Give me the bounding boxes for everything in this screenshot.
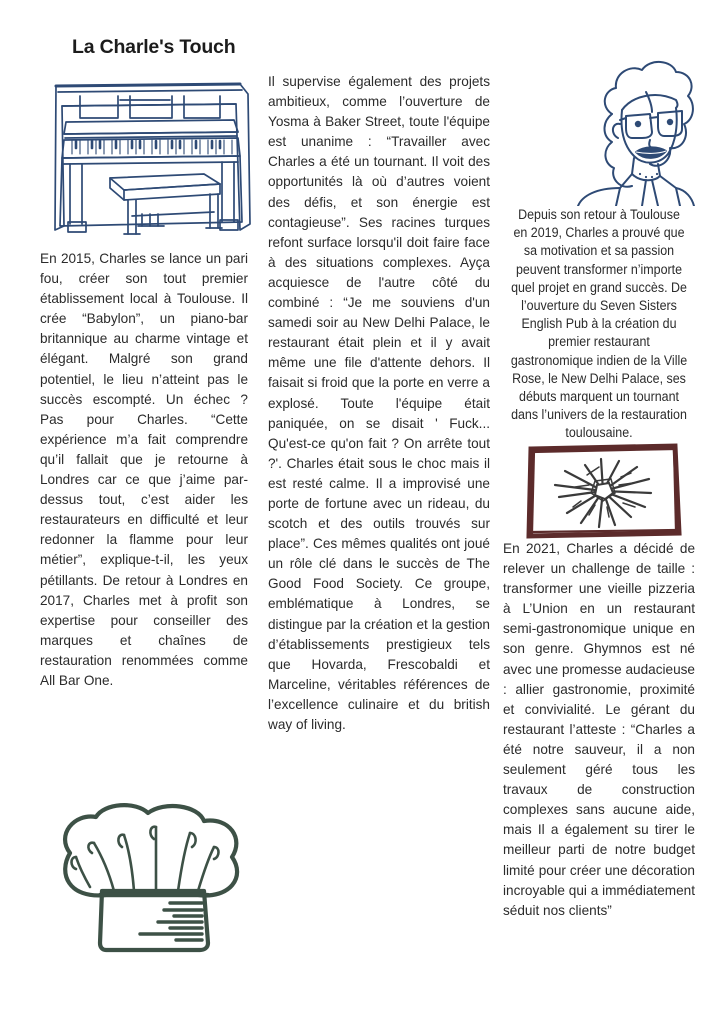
portrait-illustration [500,58,696,206]
middle-column-paragraph: Il supervise également des projets ambitieux, comme l’ouverture de Yosma à Baker Street, toute l'équipe est unanime : “Travailler avec Charles a été un tournant. Il voit des opportunités là où d’autres voient des défis, et son énergie est contagieuse”. Ses racines turques refont surface lorsqu'il doit faire face à des situations complexes. Ayça acquiesce de l'autre côté du combiné : “Je me souviens d'un samedi soir au New Delhi Palace, le restaurant était plein et il y avait même une file d'attente dehors. Il faisait si froid que la porte en verre a explosé. Toute l'équipe était paniquée, on se disait ' Fuck... Qu'est-ce qu'on fait ? On arrête tout ?'. Charles était sous le choc mais il est resté calme. Il a improvisé une porte de fortune avec un rideau, du scotch et des outils trouvés sur place”. Ces mêmes qualités ont joué un rôle clé dans le succès de The Good Food Society. Ce groupe, emblématique à Londres, se distingue par la création et la gestion d’établissements prestigieux tels que Hovarda, Frescobaldi et Marceline, véritables références de l’excellence culinaire et du british way of living. [268,74,490,732]
right-column-paragraph-1: Depuis son retour à Toulouse en 2019, Charles a prouvé que sa motivation et sa passion peuvent transformer n’importe quel projet en grand succès. De l’ouverture du Seven Sisters English Pub à la création du premier restaurant gastronomique indien de la Ville Rose, le New Delhi Palace, ses débuts marquent un tournant dans l’univers de la restauration toulousaine. [510,207,688,441]
chef-hat-illustration [52,803,252,958]
left-column-paragraph: En 2015, Charles se lance un pari fou, créer son tout premier établissement local à Toulouse. Il crée “Babylon”, un piano-bar britannique au charme vintage et élégant. Malgré son grand potentiel, le lieu n’atteint pas le succès escompté. Un échec ? Pas pour Charles. “Cette expérience m’a fait comprendre qu’il fallait que je retourne à Londres car ce que j’aime par-dessus tout, c’est aider les restaurateurs en difficulté et leur redonner la flamme pour leur métier”, explique-t-il, les yeux pétillants. De retour à Londres en 2017, Charles met à profit son expertise pour conseiller des marques et chaînes de restauration renommées comme All Bar One. [40,251,248,688]
right-column-paragraph-2: En 2021, Charles a décidé de relever un challenge de taille : transformer une vieille pizzeria à L’Union en un restaurant semi-gastronomique unique en son genre. Ghymnos est né avec une promesse audacieuse : allier gastronomie, proximité et convivialité. Le gérant du restaurant l’atteste : “Charles a été notre sauveur, il a non seulement géré tous les travaux de construction complexes sans aucune aide, mais Il a également su tirer le meilleur parti de notre budget limité pour créer une décoration incroyable qui a immédiatement séduit nos clients” [503,541,695,918]
page-title: La Charle's Touch [72,36,236,58]
piano-illustration [44,74,262,242]
broken-glass-illustration [503,441,695,545]
